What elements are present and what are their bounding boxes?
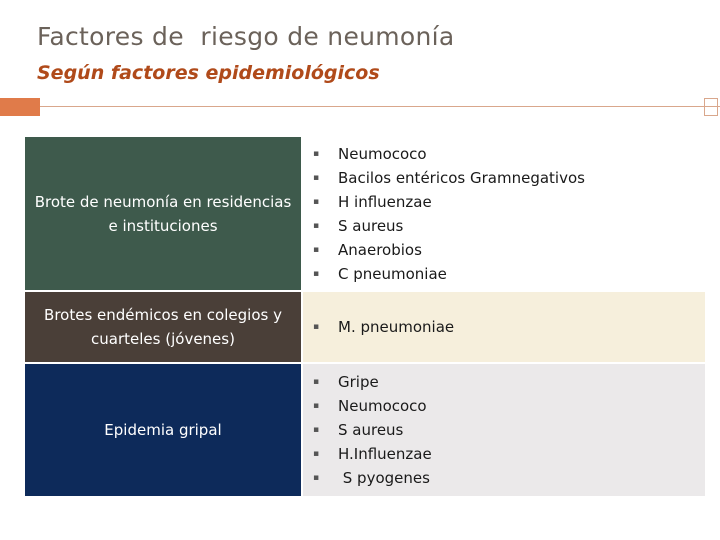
header-divider [40,106,720,107]
list-item: ▪ S aureus [313,214,585,238]
row-items [303,292,705,362]
row-label: Brotes endémicos en colegios y cuarteles (jóvenes) [25,292,301,362]
table-row [25,364,705,496]
slide-title: Factores de riesgo de neumonía [37,22,455,51]
header-end-box [704,98,718,116]
list-item: ▪ C pneumoniae [313,262,585,286]
list-item: ▪ Gripe [313,370,432,394]
row-label: Brote de neumonía en residencias e instituciones [25,137,301,290]
header-accent-bar [0,98,40,116]
list-item: ▪ Anaerobios [313,238,585,262]
list-item: ▪ S pyogenes [313,466,432,490]
list-item: ▪ Neumococo [313,142,585,166]
table-row [25,290,705,364]
list-item: ▪ M. pneumoniae [313,315,454,339]
row-items [303,364,705,496]
row-label: Epidemia gripal [25,364,301,496]
list-item: ▪ Bacilos entéricos Gramnegativos [313,166,585,190]
list-item: ▪ H.Influenzae [313,442,432,466]
table-row [25,137,705,290]
slide-subtitle: Según factores epidemiológicos [37,62,380,84]
list-item: ▪ H influenzae [313,190,585,214]
row-items [303,137,705,290]
risk-factors-table [25,137,705,496]
list-item: ▪ Neumococo [313,394,432,418]
list-item: ▪ S aureus [313,418,432,442]
